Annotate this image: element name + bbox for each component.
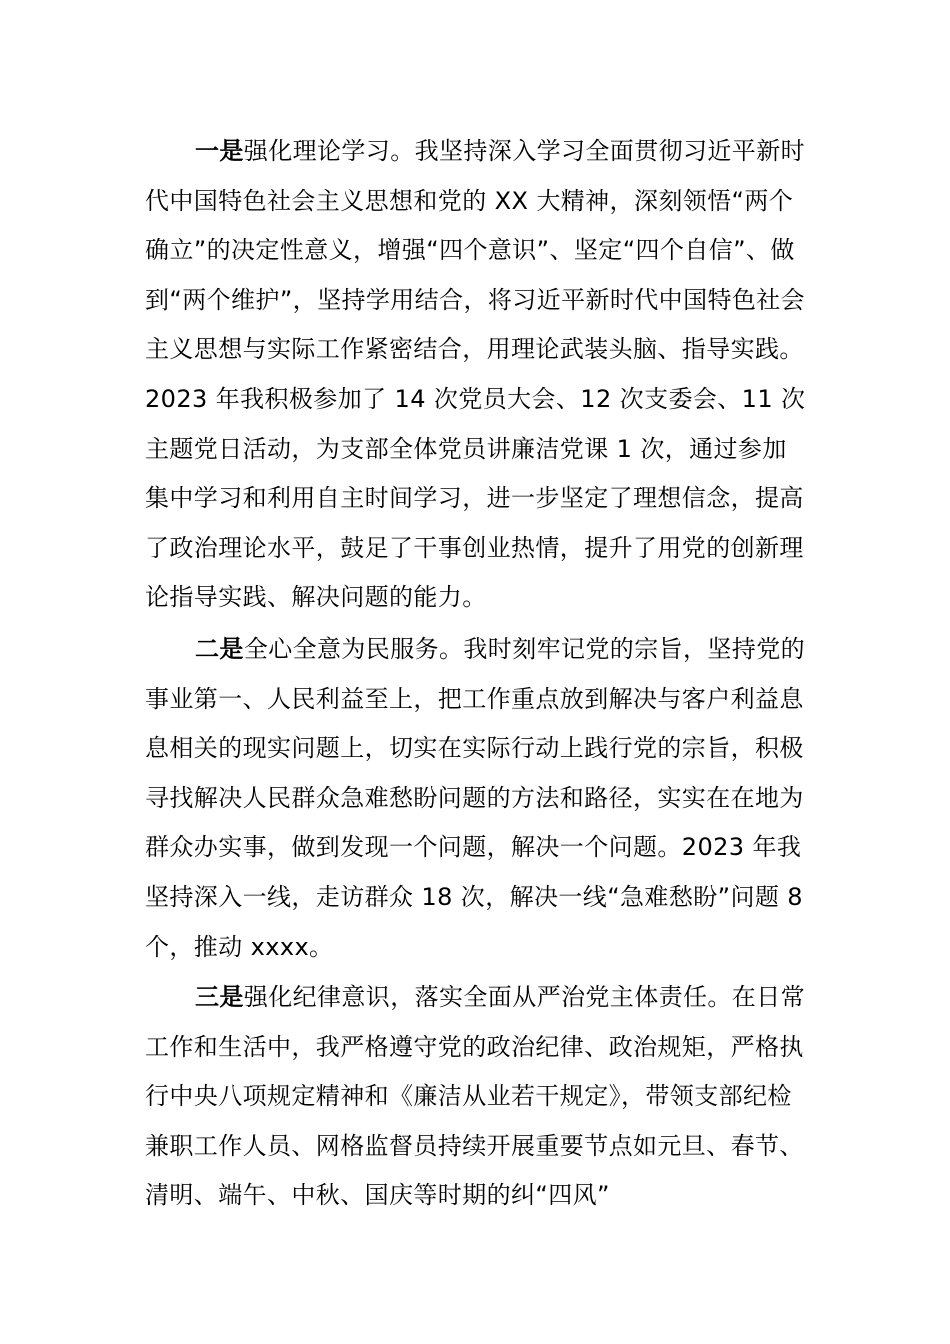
paragraph-1-lead: 一是 [195,137,244,165]
paragraph-2 [145,625,807,972]
paragraph-3-body: 强化纪律意识，落实全面从严治党主体责任。在日常工作和生活中，我严格遵守党的政治纪律、政治规矩，严格执行中央八项规定精神和《廉洁从业若干规定》，带领支部纪检兼职工作人员、网格监督员持续开展重要节点如元旦、春节、清明、端午、中秋、国庆等时期的纠“四风” [145,983,806,1210]
paragraph-2-lead: 二是 [195,635,244,663]
paragraph-3 [145,973,807,1221]
paragraph-1-body: 强化理论学习。我坚持深入学习全面贯彻习近平新时代中国特色社会主义思想和党的 XX 大精神，深刻领悟“两个确立”的决定性意义，增强“四个意识”、坚定“四个自信”、做到“两个维护”，坚持学用结合，将习近平新时代中国特色社会主义思想与实际工作紧密结合，用理论武装头脑、指导实践。2023 年我积极参加了 14 次党员大会、12 次支委会、11 次主题党日活动，为支部全体党员讲廉洁党课 1 次，通过参加集中学习和利用自主时间学习，进一步坚定了理想信念，提高了政治理论水平，鼓足了干事创业热情，提升了用党的创新理论指导实践、解决问题的能力。 [145,137,806,612]
paragraph-1 [145,127,807,623]
paragraph-2-body: 全心全意为民服务。我时刻牢记党的宗旨，坚持党的事业第一、人民利益至上，把工作重点放到解决与客户利益息息相关的现实问题上，切实在实际行动上践行党的宗旨，积极寻找解决人民群众急难愁盼问题的方法和路径，实实在在地为群众办实事，做到发现一个问题，解决一个问题。2023 年我坚持深入一线，走访群众 18 次，解决一线“急难愁盼”问题 8 个，推动 xxxx。 [145,635,806,961]
paragraph-3-lead: 三是 [195,983,244,1011]
